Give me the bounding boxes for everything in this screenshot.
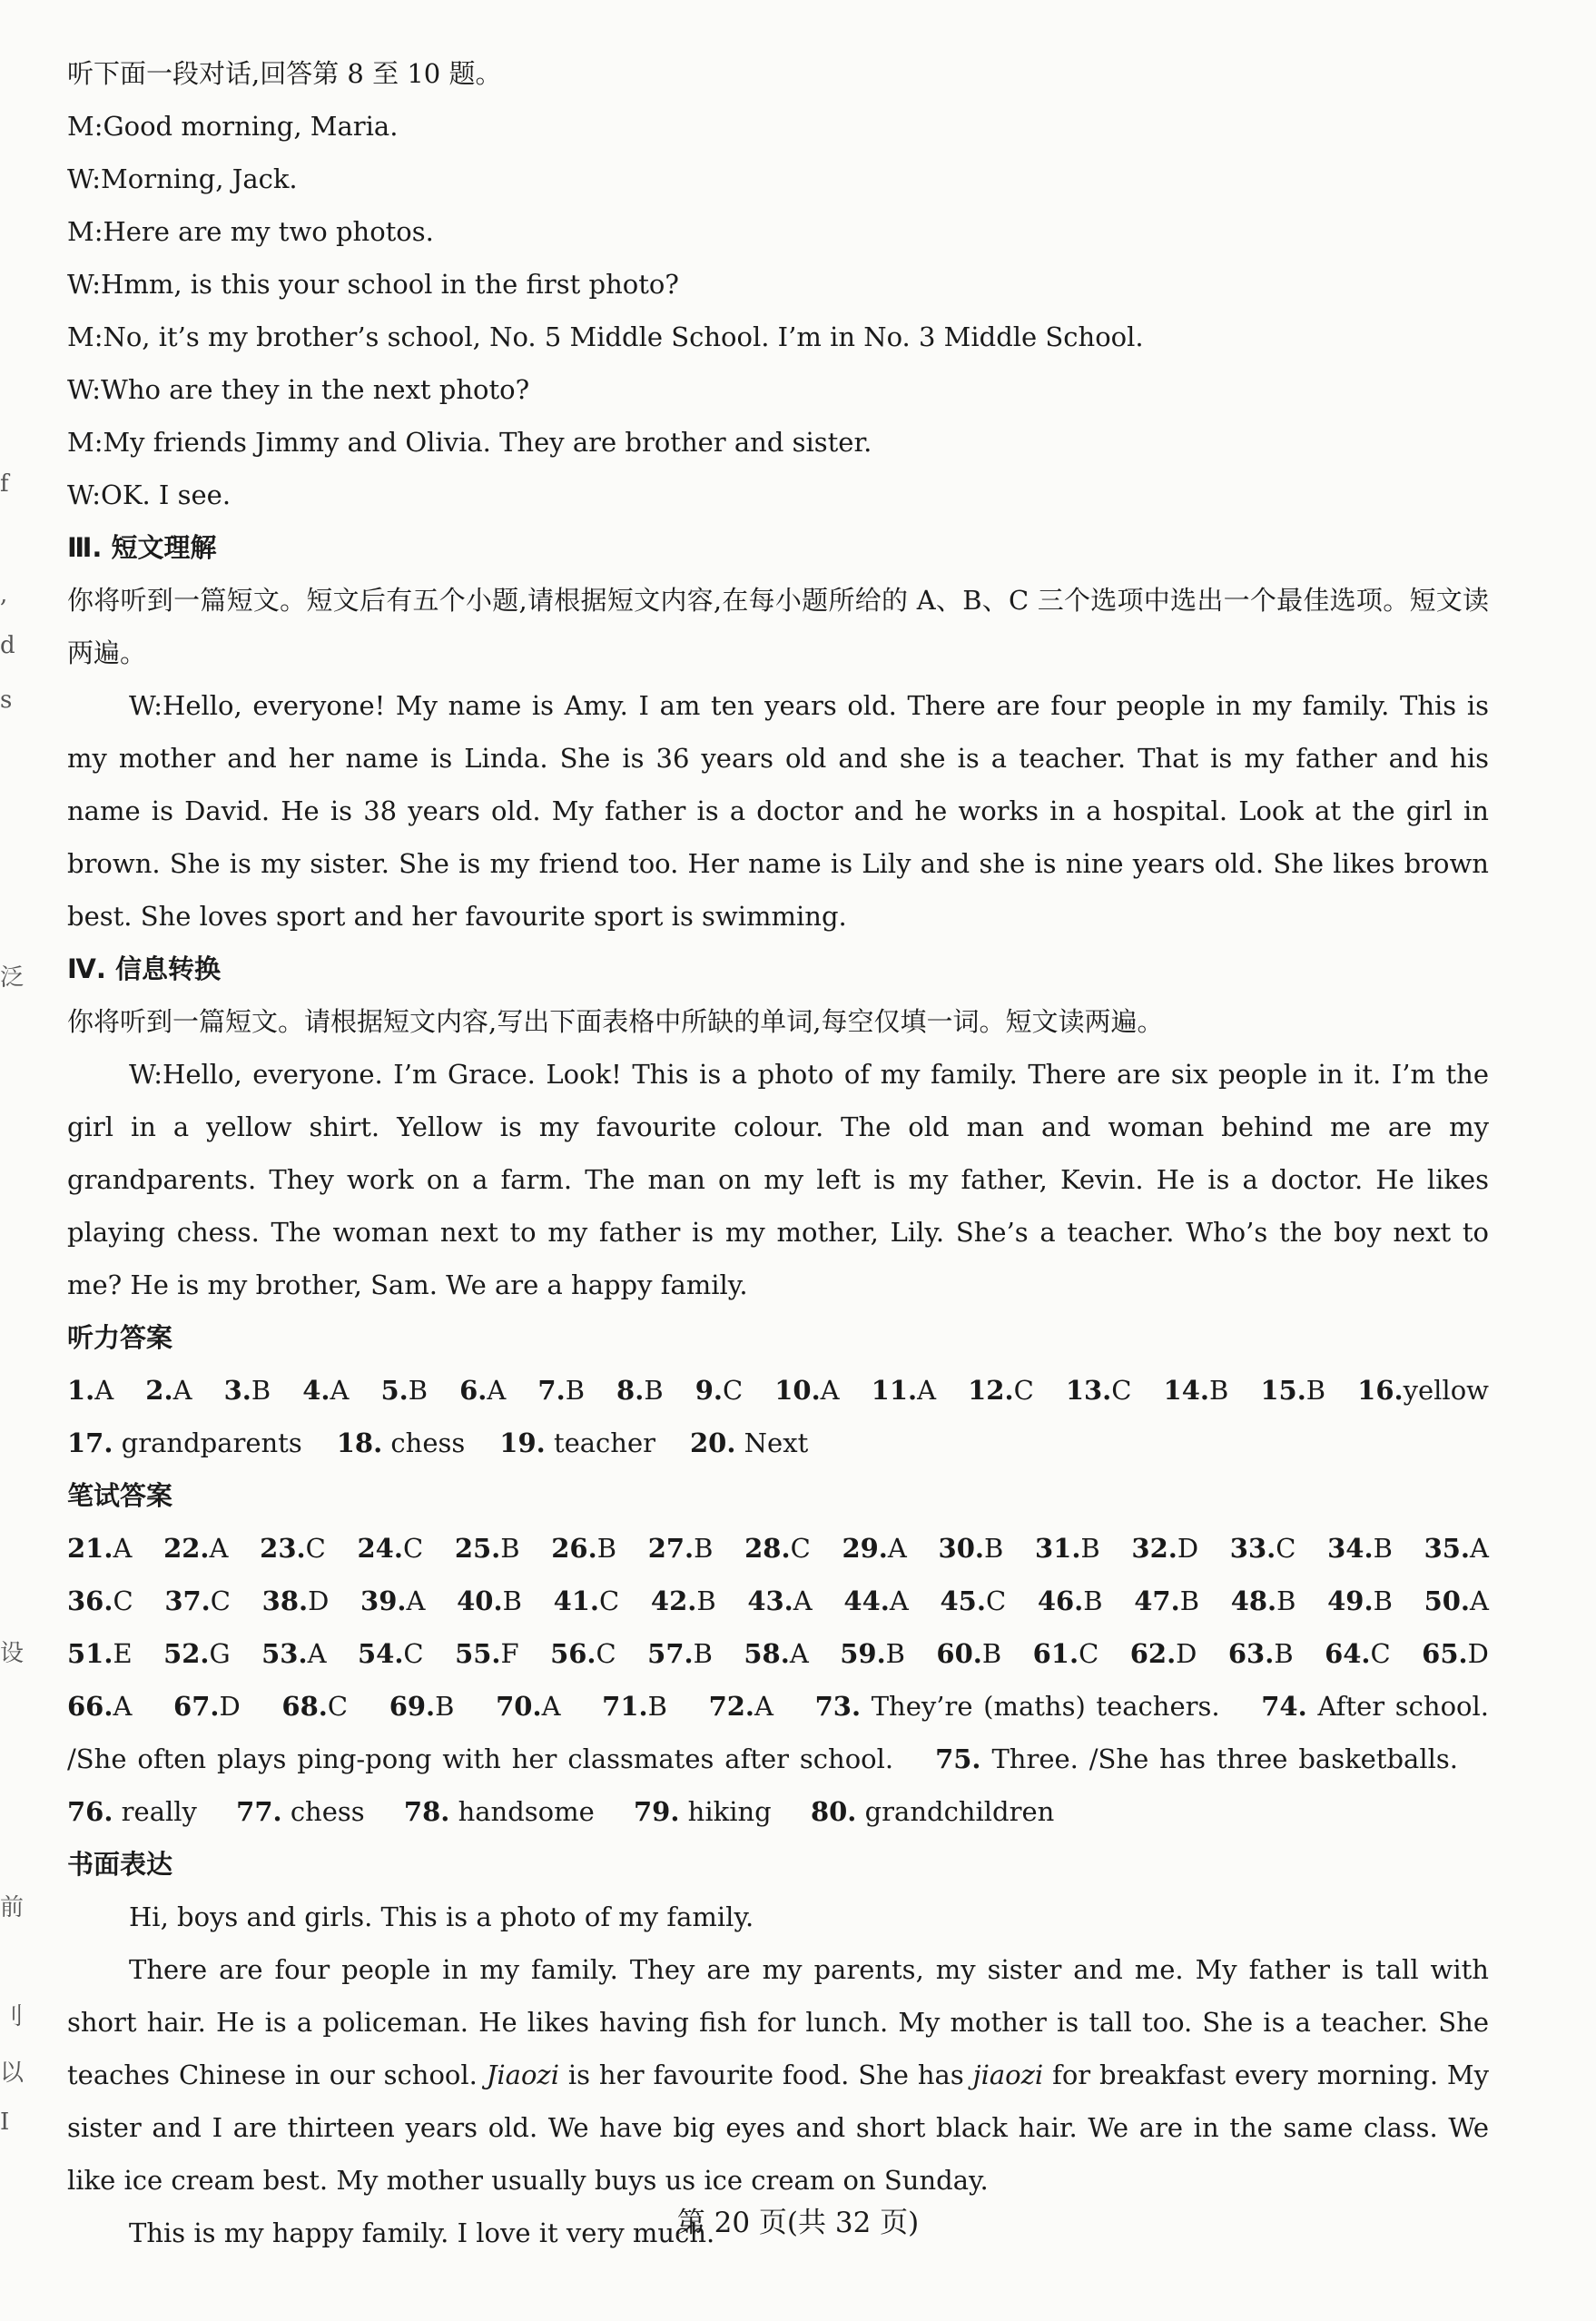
page-number: 第 20 页(共 32 页) xyxy=(676,2207,920,2239)
section-intro: 听下面一段对话,回答第 8 至 10 题。 xyxy=(67,58,502,89)
dialogue-section xyxy=(67,47,1489,521)
section-instruction: 你将听到一篇短文。请根据短文内容,写出下面表格中所缺的单词,每空仅填一词。短文读两遍。 xyxy=(67,1006,1164,1037)
answer-item: 39.A xyxy=(360,1585,426,1616)
answer-item: 74. After school. /She often plays ping-pong with her classmates after school. xyxy=(67,1691,1490,1774)
answer-item: 69.B xyxy=(389,1691,455,1722)
answer-item: 5.B xyxy=(380,1375,429,1406)
answer-item: 10.A xyxy=(774,1375,840,1406)
answer-item: 72.A xyxy=(708,1691,773,1722)
answer-item: 14.B xyxy=(1163,1375,1229,1406)
dialogue-line: M:Good morning, Maria. xyxy=(67,111,399,142)
answer-item: 42.B xyxy=(650,1585,716,1616)
writing-closing: This is my happy family. I love it very much. xyxy=(129,2217,715,2248)
answer-item: 76. really xyxy=(67,1796,197,1827)
answer-item: 21.A xyxy=(67,1533,133,1564)
answer-item: 28.C xyxy=(744,1533,811,1564)
answer-item: 4.A xyxy=(302,1375,350,1406)
answer-block xyxy=(67,1680,1489,1838)
italic-word: jiaozi xyxy=(972,2059,1044,2090)
answer-item: 43.A xyxy=(747,1585,813,1616)
answer-item: 7.B xyxy=(537,1375,585,1406)
margin-mark: I xyxy=(0,2109,10,2136)
answer-item: 37.C xyxy=(164,1585,231,1616)
answer-item: 3.B xyxy=(223,1375,271,1406)
page-content xyxy=(67,47,1489,2259)
writing-sample xyxy=(67,1838,1489,2259)
answer-item: 13.C xyxy=(1065,1375,1132,1406)
answer-row xyxy=(67,1575,1489,1627)
answer-item: 25.B xyxy=(454,1533,520,1564)
section-heading: 笔试答案 xyxy=(67,1480,173,1511)
answer-item: 54.C xyxy=(357,1638,424,1669)
written-answers xyxy=(67,1469,1489,1838)
answer-item: 35.A xyxy=(1424,1533,1489,1564)
margin-mark: f xyxy=(0,470,9,498)
answer-item: 64.C xyxy=(1325,1638,1391,1669)
answer-item: 11.A xyxy=(871,1375,937,1406)
answer-item: 40.B xyxy=(457,1585,522,1616)
answer-item: 20. Next xyxy=(690,1427,809,1458)
answer-item: 75. Three. /She has three basketballs. xyxy=(935,1743,1458,1774)
italic-word: Jiaozi xyxy=(486,2059,559,2090)
listening-answers xyxy=(67,1311,1489,1469)
answer-item: 65.D xyxy=(1422,1638,1489,1669)
answer-row xyxy=(67,1364,1489,1417)
margin-mark: s xyxy=(0,686,13,714)
dialogue-line: M:No, it’s my brother’s school, No. 5 Middle School. I’m in No. 3 Middle School. xyxy=(67,321,1144,352)
writing-opening: Hi, boys and girls. This is a photo of my family. xyxy=(129,1901,754,1932)
answer-item: 45.C xyxy=(940,1585,1007,1616)
dialogue-line: W:Who are they in the next photo? xyxy=(67,374,530,405)
dialogue-line: W:OK. I see. xyxy=(67,479,232,510)
section-instruction: 你将听到一篇短文。短文后有五个小题,请根据短文内容,在每小题所给的 A、B、C 三个选项中选出一个最佳选项。短文读两遍。 xyxy=(67,585,1489,668)
answer-row xyxy=(67,1417,1489,1469)
passage-comprehension-section xyxy=(67,521,1489,943)
answer-item: 49.B xyxy=(1327,1585,1393,1616)
answer-item: 6.A xyxy=(459,1375,507,1406)
answer-item: 12.C xyxy=(968,1375,1034,1406)
section-heading: Ⅳ. 信息转换 xyxy=(67,953,221,984)
answer-item: 23.C xyxy=(260,1533,326,1564)
answer-item: 48.B xyxy=(1230,1585,1296,1616)
answer-item: 33.C xyxy=(1229,1533,1296,1564)
dialogue-line: M:Here are my two photos. xyxy=(67,216,434,247)
answer-item: 15.B xyxy=(1260,1375,1326,1406)
answer-item: 2.A xyxy=(145,1375,192,1406)
answer-item: 62.D xyxy=(1129,1638,1197,1669)
answer-item: 47.B xyxy=(1134,1585,1200,1616)
answer-item: 31.B xyxy=(1034,1533,1100,1564)
answer-item: 38.D xyxy=(261,1585,330,1616)
answer-item: 70.A xyxy=(496,1691,561,1722)
section-heading: 听力答案 xyxy=(67,1322,173,1353)
margin-mark: , xyxy=(0,581,8,608)
margin-mark: d xyxy=(0,632,15,659)
answer-item: 16.yellow xyxy=(1357,1375,1489,1406)
answer-item: 24.C xyxy=(357,1533,424,1564)
section-heading: Ⅲ. 短文理解 xyxy=(67,532,217,563)
answer-item: 19. teacher xyxy=(499,1427,655,1458)
answer-item: 22.A xyxy=(163,1533,229,1564)
answer-item: 77. chess xyxy=(236,1796,365,1827)
information-transfer-section xyxy=(67,943,1489,1311)
passage-text: W:Hello, everyone. I’m Grace. Look! This is a photo of my family. There are six people in it. I’m the girl in a yellow shirt. Yellow is my favourite colour. The old man and woman behind me are my grandparents. They work on a farm. The man on my left is my father, Kevin. He is a doctor. He likes playing chess. The woman next to my father is my mother, Lily. She’s a teacher. Who’s the boy next to me? He is my brother, Sam. We are a happy family. xyxy=(67,1059,1489,1300)
answer-item: 67.D xyxy=(173,1691,241,1722)
answer-item: 80. grandchildren xyxy=(810,1796,1055,1827)
answer-row xyxy=(67,1522,1489,1575)
margin-mark: 前 xyxy=(0,1894,25,1921)
answer-item: 46.B xyxy=(1037,1585,1103,1616)
answer-item: 51.E xyxy=(67,1638,133,1669)
answer-item: 78. handsome xyxy=(403,1796,595,1827)
answer-item: 53.A xyxy=(261,1638,327,1669)
answer-item: 29.A xyxy=(842,1533,907,1564)
answer-item: 57.B xyxy=(647,1638,713,1669)
answer-item: 26.B xyxy=(551,1533,617,1564)
answer-item: 68.C xyxy=(281,1691,349,1722)
answer-item: 71.B xyxy=(602,1691,667,1722)
answer-row xyxy=(67,1627,1489,1680)
dialogue-line: W:Morning, Jack. xyxy=(67,163,298,194)
answer-item: 56.C xyxy=(550,1638,616,1669)
answer-item: 36.C xyxy=(67,1585,133,1616)
passage-text: W:Hello, everyone! My name is Amy. I am ten years old. There are four people in my family. This is my mother and her name is Linda. She is 36 years old and she is a teacher. That is my father and his name is David. He is 38 years old. My father is a doctor and he works in a hospital. Look at the girl in brown. She is my sister. She is my friend too. Her name is Lily and she is nine years old. She likes brown best. She loves sport and her favourite sport is swimming. xyxy=(67,690,1489,932)
answer-item: 1.A xyxy=(67,1375,114,1406)
answer-item: 63.B xyxy=(1227,1638,1294,1669)
answer-item: 41.C xyxy=(553,1585,620,1616)
margin-mark: 以 xyxy=(0,2059,25,2087)
answer-item: 34.B xyxy=(1327,1533,1393,1564)
margin-mark: 泛 xyxy=(0,964,25,992)
writing-body: There are four people in my family. They are my parents, my sister and me. My father is tall with short hair. He is a policeman. He likes having fish for lunch. My mother is tall too. She is a teacher. She teaches Chinese in our school. Jiaozi is her favourite food. She has jiaozi for breakfast every morning. My sister and I are thirteen years old. We have big eyes and short black hair. We are in the same class. We like ice cream best. My mother usually buys us ice cream on Sunday. xyxy=(67,1954,1490,2196)
answer-item: 73. They’re (maths) teachers. xyxy=(814,1691,1220,1722)
answer-item: 17. grandparents xyxy=(67,1427,302,1458)
answer-item: 66.A xyxy=(67,1691,133,1722)
answer-item: 59.B xyxy=(840,1638,905,1669)
margin-mark: 刂 xyxy=(0,2003,25,2030)
answer-item: 18. chess xyxy=(336,1427,466,1458)
section-heading: 书面表达 xyxy=(67,1849,173,1880)
answer-item: 44.A xyxy=(843,1585,909,1616)
answer-item: 32.D xyxy=(1131,1533,1199,1564)
answer-item: 60.B xyxy=(936,1638,1002,1669)
answer-item: 55.F xyxy=(455,1638,519,1669)
answer-item: 61.C xyxy=(1032,1638,1099,1669)
answer-item: 52.G xyxy=(163,1638,231,1669)
dialogue-line: M:My friends Jimmy and Olivia. They are brother and sister. xyxy=(67,427,872,458)
answer-item: 27.B xyxy=(647,1533,714,1564)
answer-item: 8.B xyxy=(616,1375,664,1406)
dialogue-line: W:Hmm, is this your school in the first photo? xyxy=(67,269,679,300)
answer-item: 58.A xyxy=(744,1638,809,1669)
answer-item: 9.C xyxy=(695,1375,744,1406)
answer-item: 79. hiking xyxy=(634,1796,772,1827)
answer-item: 50.A xyxy=(1424,1585,1489,1616)
margin-mark: 设 xyxy=(0,1640,25,1667)
answer-item: 30.B xyxy=(938,1533,1004,1564)
